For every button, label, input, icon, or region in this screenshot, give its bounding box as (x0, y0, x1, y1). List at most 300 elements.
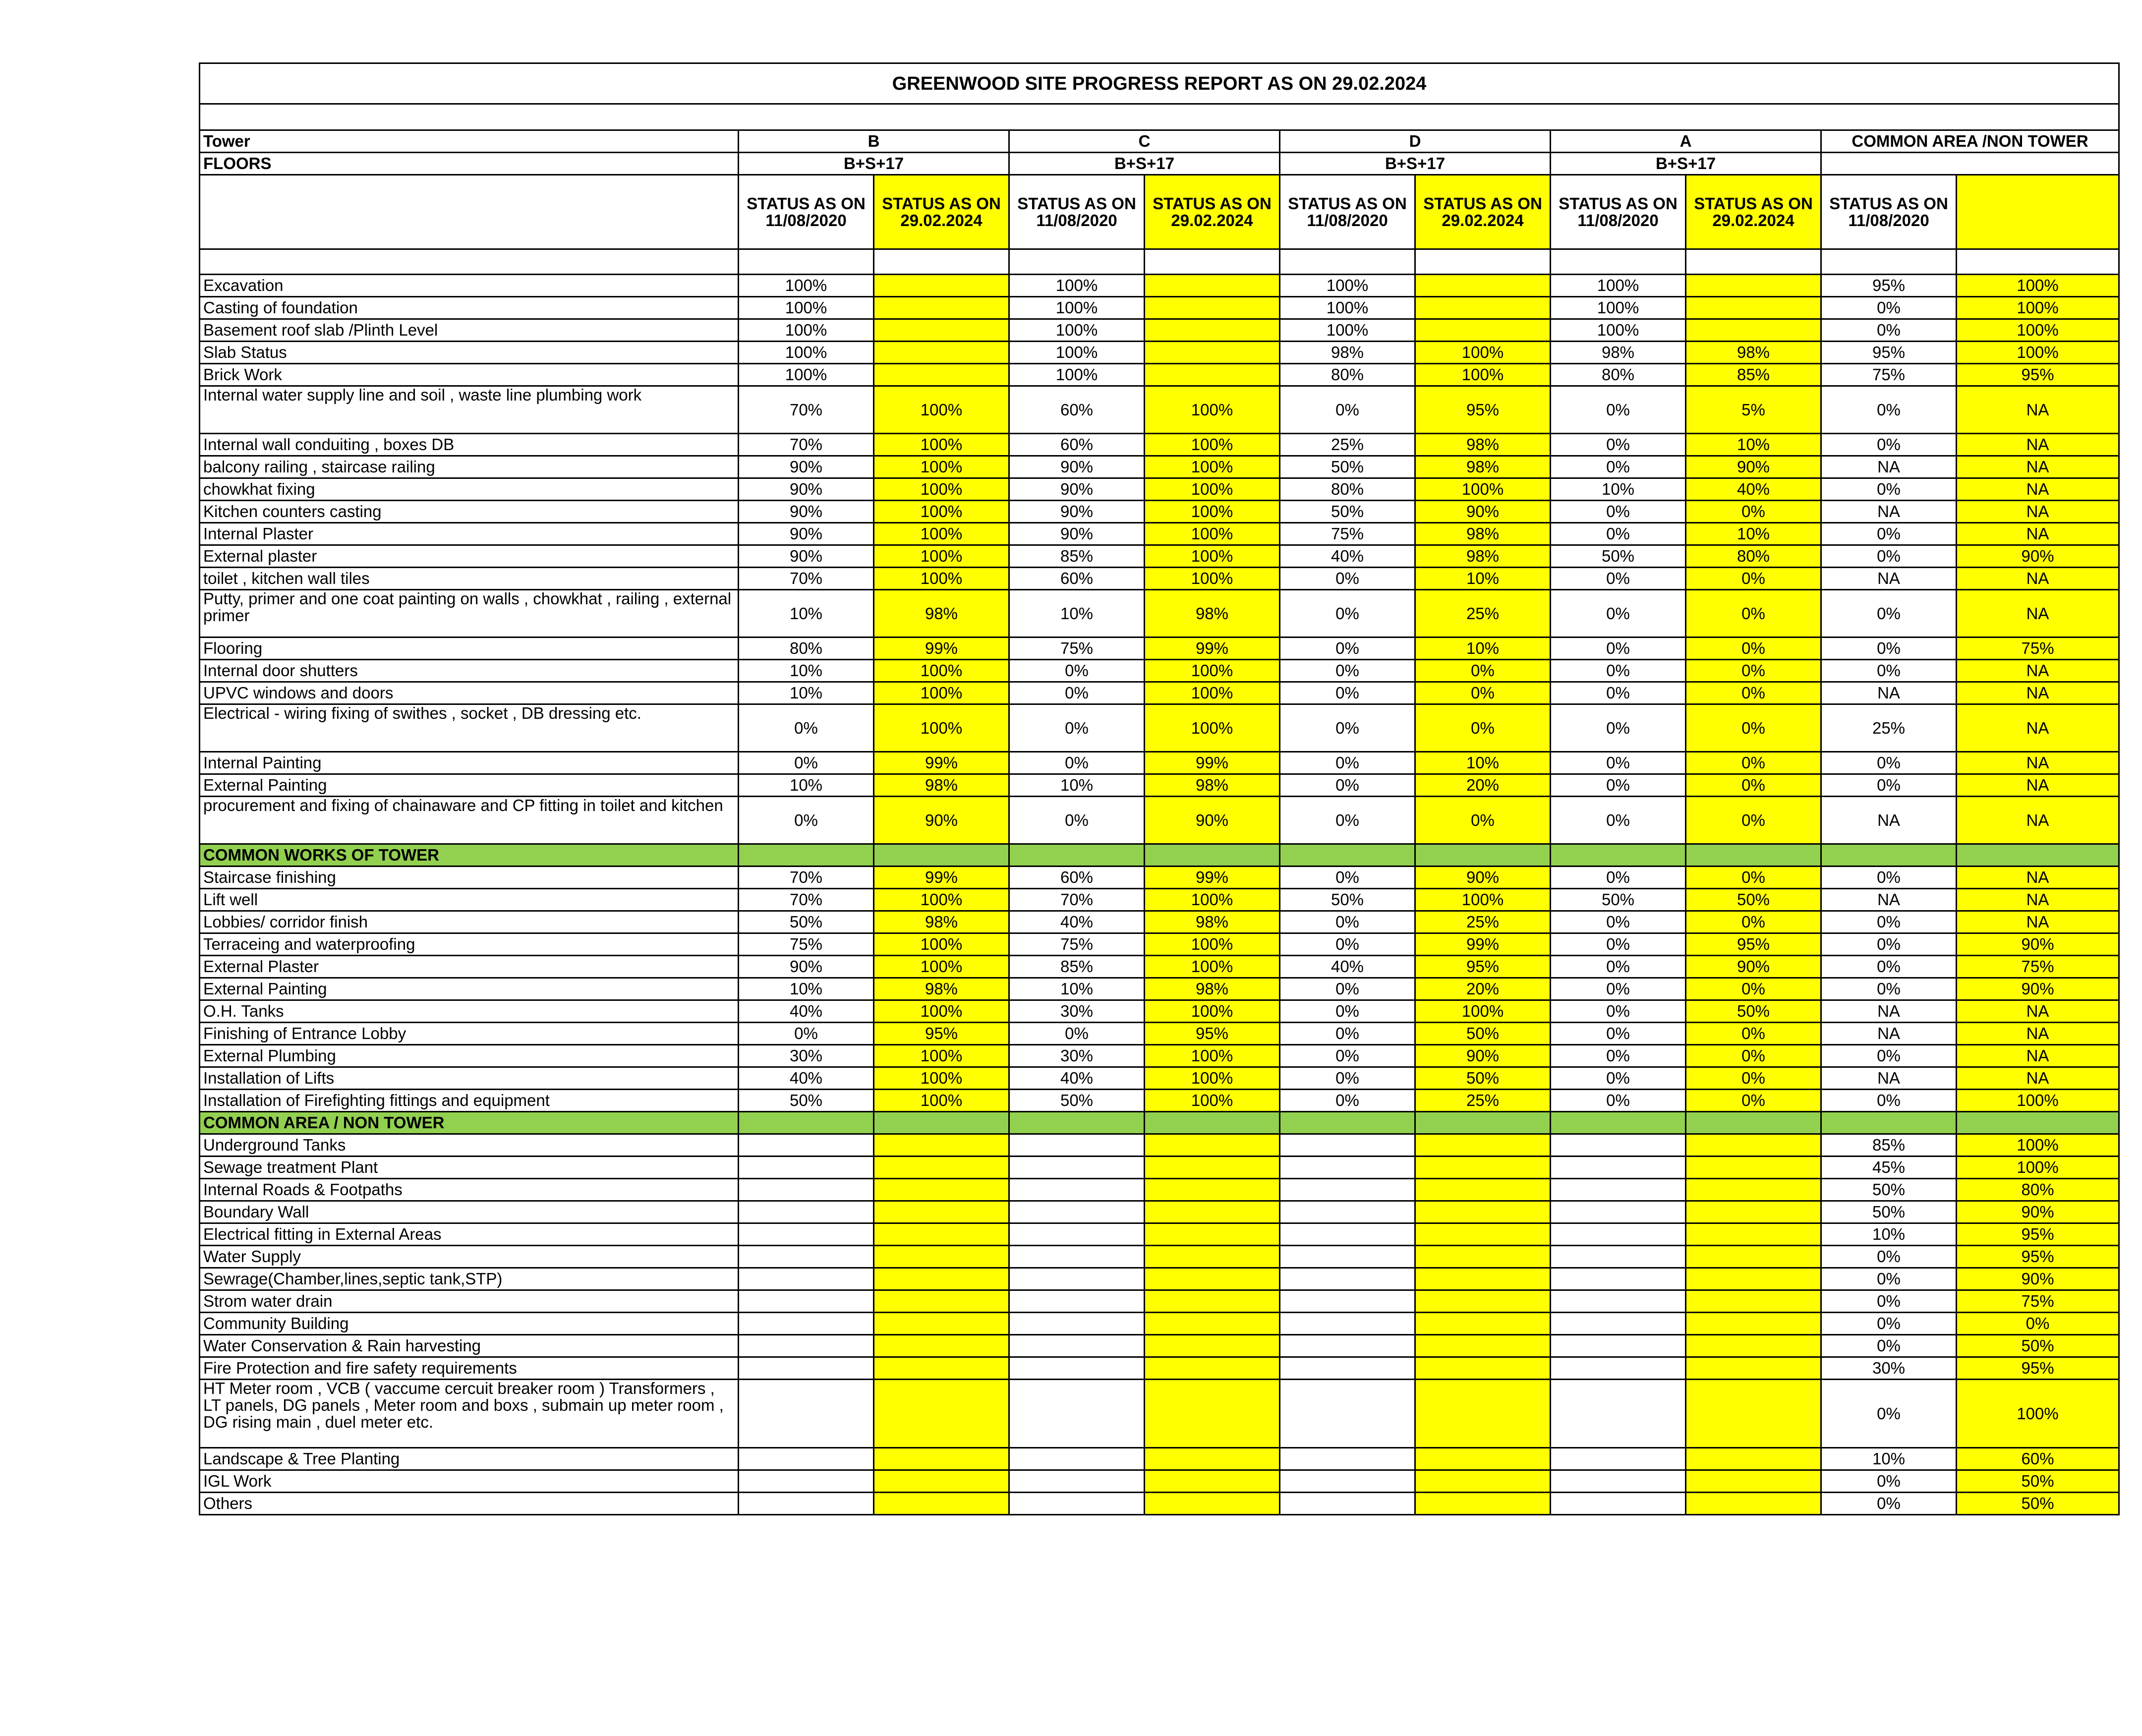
status-old-cell: 100% (739, 342, 874, 364)
status-old-cell: 75% (1280, 523, 1415, 545)
row-label: Water Supply (200, 1246, 739, 1268)
row-label: Staircase finishing (200, 867, 739, 889)
status-old-cell: 70% (739, 867, 874, 889)
status-new-cell (1145, 275, 1280, 297)
status-old-cell: 0% (1551, 978, 1686, 1000)
status-new-cell (1686, 1223, 1821, 1246)
status-old-cell: 0% (1821, 1470, 1957, 1493)
table-row (200, 1157, 2119, 1179)
table-row (200, 1134, 2119, 1157)
row-label: chowkhat fixing (200, 478, 739, 501)
status-old-cell: 85% (1009, 956, 1145, 978)
status-old-cell: 0% (739, 704, 874, 752)
blank-cell (1551, 249, 1686, 275)
status-new-cell: 100% (1145, 660, 1280, 682)
status-new-cell: 100% (1145, 1045, 1280, 1067)
status-old-cell: 0% (1821, 1090, 1957, 1112)
table-row (200, 774, 2119, 797)
status-old-cell (739, 1335, 874, 1357)
status-old-cell: 100% (1009, 364, 1145, 386)
status-new-cell: 100% (1415, 889, 1551, 911)
status-new-cell: 100% (874, 682, 1009, 704)
row-label: Landscape & Tree Planting (200, 1448, 739, 1470)
status-new-cell: NA (1957, 434, 2119, 456)
status-old-cell (1280, 1380, 1415, 1448)
table-row (200, 933, 2119, 956)
status-old-cell: 10% (739, 978, 874, 1000)
status-old-cell (1551, 1246, 1686, 1268)
status-new-cell: 25% (1415, 911, 1551, 933)
common-area-header: COMMON AREA /NON TOWER (1821, 130, 2119, 153)
row-label: Putty, primer and one coat painting on walls , chowkhat , railing , external primer (200, 590, 739, 637)
status-new-cell: 99% (1145, 752, 1280, 774)
status-new-cell: 100% (1145, 501, 1280, 523)
status-old-cell: 60% (1009, 867, 1145, 889)
status-new-cell: 100% (1957, 1134, 2119, 1157)
blank-cell (1009, 249, 1145, 275)
status-old-cell: 80% (739, 637, 874, 660)
status-new-cell: 50% (1957, 1493, 2119, 1515)
row-label: Internal Plaster (200, 523, 739, 545)
status-new-cell: 60% (1957, 1448, 2119, 1470)
status-old-cell: 0% (1821, 1335, 1957, 1357)
status-new-cell (1415, 1268, 1551, 1290)
status-new-cell (1415, 1448, 1551, 1470)
status-new-cell: 98% (1145, 590, 1280, 637)
status-old-cell: 0% (1551, 1045, 1686, 1067)
status-new-cell: 98% (874, 590, 1009, 637)
row-label: HT Meter room , VCB ( vaccume cercuit breaker room ) Transformers , LT panels, DG panels , Meter room and boxs , submain up meter room , DG rising main , duel meter etc. (200, 1380, 739, 1448)
status-old-cell: 10% (739, 660, 874, 682)
table-row (200, 456, 2119, 478)
status-new-cell (874, 1470, 1009, 1493)
status-new-cell: 100% (1145, 456, 1280, 478)
status-new-cell: 99% (1145, 867, 1280, 889)
floors-d: B+S+17 (1280, 153, 1551, 175)
status-new-cell: 100% (1415, 342, 1551, 364)
row-label: Terraceing and waterproofing (200, 933, 739, 956)
status-new-cell: 0% (1415, 682, 1551, 704)
section-fill (1686, 1112, 1821, 1134)
status-new-cell: 0% (1686, 501, 1821, 523)
status-old-cell: 25% (1821, 704, 1957, 752)
status-new-cell: 80% (1957, 1179, 2119, 1201)
row-label: Lift well (200, 889, 739, 911)
status-old-c: STATUS AS ON 11/08/2020 (1009, 175, 1145, 249)
status-old-cell: 0% (1821, 1313, 1957, 1335)
status-old-cell (1009, 1493, 1145, 1515)
status-old-cell: 95% (1821, 342, 1957, 364)
status-new-cell: 25% (1415, 590, 1551, 637)
status-new-cell: 100% (1145, 434, 1280, 456)
table-row (200, 1090, 2119, 1112)
status-old-cell (1551, 1448, 1686, 1470)
status-old-cell: 0% (1821, 774, 1957, 797)
status-old-cell: 45% (1821, 1157, 1957, 1179)
status-new-cell: NA (1957, 456, 2119, 478)
status-new-cell: 25% (1415, 1090, 1551, 1112)
status-new-cell: 0% (1686, 660, 1821, 682)
status-new-cell: 99% (874, 752, 1009, 774)
status-old-cell: 0% (1821, 545, 1957, 568)
status-old-cell: 0% (1280, 660, 1415, 682)
status-old-cell: 0% (1551, 1067, 1686, 1090)
status-old-cell: 75% (1009, 933, 1145, 956)
status-old-cell: 0% (1280, 1090, 1415, 1112)
status-old-cell (1280, 1157, 1415, 1179)
status-new-cell: 95% (874, 1023, 1009, 1045)
status-old-cell: 70% (739, 568, 874, 590)
status-old-cell: NA (1821, 682, 1957, 704)
status-old-cell: 100% (1009, 297, 1145, 319)
row-label: Basement roof slab /Plinth Level (200, 319, 739, 342)
status-new-cell: 0% (1415, 797, 1551, 844)
status-old-cell (1551, 1201, 1686, 1223)
status-new-cell: 90% (1957, 1201, 2119, 1223)
status-new-cell (1145, 1201, 1280, 1223)
status-old-cell: 100% (1551, 319, 1686, 342)
status-new-a: STATUS AS ON 29.02.2024 (1686, 175, 1821, 249)
status-new-cell (874, 1201, 1009, 1223)
status-old-cell: 0% (1551, 1000, 1686, 1023)
status-new-cell: 100% (874, 478, 1009, 501)
status-old-cell (1551, 1335, 1686, 1357)
status-old-cell: 0% (1821, 1290, 1957, 1313)
section-fill (1009, 844, 1145, 867)
status-old-cell (1009, 1157, 1145, 1179)
status-new-cell: 100% (874, 386, 1009, 434)
status-old-cell: 0% (1821, 434, 1957, 456)
status-old-cell: 0% (1551, 1023, 1686, 1045)
status-new-cell: 95% (1415, 386, 1551, 434)
row-label: Internal door shutters (200, 660, 739, 682)
table-row (200, 501, 2119, 523)
tower-b-header: B (739, 130, 1009, 153)
status-new-cell: 50% (1686, 889, 1821, 911)
status-old-cell: NA (1821, 1067, 1957, 1090)
status-new-cell (1415, 1201, 1551, 1223)
status-new-cell: NA (1957, 1045, 2119, 1067)
status-old-cell: 70% (739, 386, 874, 434)
status-old-cell: 0% (1551, 660, 1686, 682)
status-new-cell: 90% (1145, 797, 1280, 844)
status-new-cell (1415, 1134, 1551, 1157)
status-old-cell: 75% (1821, 364, 1957, 386)
status-new-cell: 75% (1957, 637, 2119, 660)
status-old-cell: NA (1821, 568, 1957, 590)
status-old-cell: 100% (1280, 275, 1415, 297)
spacer-row (200, 104, 2119, 130)
status-new-cell: 0% (1686, 797, 1821, 844)
section-fill (1821, 1112, 1957, 1134)
table-row (200, 1335, 2119, 1357)
status-new-cell (1145, 1223, 1280, 1246)
status-new-cell (1415, 275, 1551, 297)
status-new-cell: 75% (1957, 1290, 2119, 1313)
section-fill (1686, 844, 1821, 867)
status-old-cell: 0% (739, 1023, 874, 1045)
status-new-cell: 100% (1145, 889, 1280, 911)
status-old-cell: 85% (1821, 1134, 1957, 1157)
status-old-cell: 0% (1280, 774, 1415, 797)
status-old-cell: 0% (1280, 911, 1415, 933)
table-row (200, 568, 2119, 590)
status-new-cell (1686, 1201, 1821, 1223)
status-old-cell: 0% (1551, 867, 1686, 889)
status-new-cell: 75% (1957, 956, 2119, 978)
status-old-cell: 100% (1009, 319, 1145, 342)
status-old-cell: 70% (739, 434, 874, 456)
status-new-cell (1686, 1268, 1821, 1290)
status-old-cell (1551, 1493, 1686, 1515)
status-new-cell (1415, 1157, 1551, 1179)
status-new-cell (1145, 1157, 1280, 1179)
status-old-cell: 0% (1009, 660, 1145, 682)
status-old-cell: 0% (1551, 752, 1686, 774)
row-label: balcony railing , staircase railing (200, 456, 739, 478)
status-old-cell: 60% (1009, 568, 1145, 590)
status-new-cell (1415, 1470, 1551, 1493)
blank-cell (1145, 249, 1280, 275)
status-new-cell: 95% (1957, 1357, 2119, 1380)
row-label: Finishing of Entrance Lobby (200, 1023, 739, 1045)
blank-cell (874, 249, 1009, 275)
status-old-cell: 0% (1280, 978, 1415, 1000)
section-fill (1145, 1112, 1280, 1134)
status-new-cell: 50% (1957, 1335, 2119, 1357)
status-old-cell: 95% (1821, 275, 1957, 297)
status-old-cell: 0% (1821, 478, 1957, 501)
status-old-cell (1009, 1201, 1145, 1223)
status-old-cell: 100% (739, 364, 874, 386)
status-new-cell (1415, 1223, 1551, 1246)
status-new-cell (874, 342, 1009, 364)
tower-a-header: A (1551, 130, 1821, 153)
status-old-cell: 100% (1280, 297, 1415, 319)
status-new-cell: NA (1957, 386, 2119, 434)
row-label: Installation of Lifts (200, 1067, 739, 1090)
status-old-cell (1280, 1448, 1415, 1470)
status-new-cell (1415, 1357, 1551, 1380)
status-new-cell (874, 1268, 1009, 1290)
status-new-cell (874, 1313, 1009, 1335)
table-row (200, 1380, 2119, 1448)
report-title: GREENWOOD SITE PROGRESS REPORT AS ON 29.02.2024 (200, 63, 2119, 104)
status-new-cell: 90% (1686, 456, 1821, 478)
row-label: Internal Roads & Footpaths (200, 1179, 739, 1201)
status-old-cell: 0% (1551, 456, 1686, 478)
status-old-cell: 40% (1280, 956, 1415, 978)
table-row (200, 1179, 2119, 1201)
row-label: Sewrage(Chamber,lines,septic tank,STP) (200, 1268, 739, 1290)
status-old-cell: 0% (1280, 568, 1415, 590)
status-old-cell: 0% (1280, 797, 1415, 844)
status-old-cell: NA (1821, 1000, 1957, 1023)
status-new-cell: 95% (1957, 1223, 2119, 1246)
status-new-cell (1145, 1448, 1280, 1470)
status-old-cell: 0% (1280, 386, 1415, 434)
status-new-cell: 50% (1415, 1023, 1551, 1045)
status-new-cell (874, 364, 1009, 386)
status-old-cell (739, 1201, 874, 1223)
section-fill (1415, 1112, 1551, 1134)
section-fill (1551, 1112, 1686, 1134)
table-row (200, 704, 2119, 752)
status-new-cell: 100% (874, 501, 1009, 523)
status-new-cell: 95% (1957, 1246, 2119, 1268)
status-old-cell: 10% (739, 682, 874, 704)
status-old-cell: 40% (1280, 545, 1415, 568)
status-new-cell: 100% (874, 1045, 1009, 1067)
table-row (200, 978, 2119, 1000)
table-row (200, 682, 2119, 704)
row-label: Casting of foundation (200, 297, 739, 319)
status-new-cell (1145, 1290, 1280, 1313)
row-label: Fire Protection and fire safety requirements (200, 1357, 739, 1380)
status-old-cell (1280, 1357, 1415, 1380)
status-new-cell: 100% (1145, 682, 1280, 704)
status-new-cell (1686, 1335, 1821, 1357)
status-new-cell: NA (1957, 1023, 2119, 1045)
status-new-cell: 0% (1686, 911, 1821, 933)
row-label: External Plaster (200, 956, 739, 978)
status-old-cell: 100% (739, 297, 874, 319)
status-old-cell: 0% (1280, 704, 1415, 752)
status-new-cell: 100% (1145, 386, 1280, 434)
status-new-cell: NA (1957, 1067, 2119, 1090)
status-old-cell (739, 1223, 874, 1246)
status-new-cell: 100% (1957, 1380, 2119, 1448)
status-old-cell: 80% (1551, 364, 1686, 386)
status-new-cell (1686, 1470, 1821, 1493)
status-new-cell: 99% (874, 637, 1009, 660)
status-old-cell (1009, 1246, 1145, 1268)
status-new-cell: 90% (1686, 956, 1821, 978)
row-label: External Painting (200, 978, 739, 1000)
status-old-cell (1009, 1448, 1145, 1470)
status-old-cell: 10% (739, 774, 874, 797)
row-label: O.H. Tanks (200, 1000, 739, 1023)
status-new-cell: 100% (1957, 1157, 2119, 1179)
table-row (200, 1357, 2119, 1380)
status-new-cell: 98% (1145, 978, 1280, 1000)
status-old-cell: 100% (1551, 275, 1686, 297)
status-new-cell: 98% (1415, 434, 1551, 456)
status-old-cell: 0% (1551, 956, 1686, 978)
status-new-cell (1145, 297, 1280, 319)
table-row (200, 297, 2119, 319)
row-label: Strom water drain (200, 1290, 739, 1313)
status-new-cell: 100% (1415, 364, 1551, 386)
table-row (200, 911, 2119, 933)
status-old-cell (739, 1290, 874, 1313)
status-old-cell: 30% (1009, 1045, 1145, 1067)
status-new-cell: 98% (1145, 774, 1280, 797)
table-row (200, 889, 2119, 911)
status-old-cell: 25% (1280, 434, 1415, 456)
table-row (200, 660, 2119, 682)
status-new-cell: 98% (1145, 911, 1280, 933)
status-old-cell (1009, 1179, 1145, 1201)
status-old-cell: 80% (1280, 478, 1415, 501)
status-new-cell: NA (1957, 774, 2119, 797)
status-new-cell: NA (1957, 1000, 2119, 1023)
status-old-cell: 90% (739, 545, 874, 568)
section-fill (1415, 844, 1551, 867)
status-new-cell: 0% (1686, 1023, 1821, 1045)
status-new-cell (874, 1223, 1009, 1246)
section-fill (1821, 844, 1957, 867)
status-new-cell: 20% (1415, 978, 1551, 1000)
status-new-cell: 98% (1415, 523, 1551, 545)
status-old-cell (1280, 1134, 1415, 1157)
status-old-cell (1551, 1157, 1686, 1179)
status-new-cell: 100% (1957, 275, 2119, 297)
status-old-cell: 0% (1551, 386, 1686, 434)
status-old-cell: 0% (1551, 704, 1686, 752)
status-new-cell (1415, 297, 1551, 319)
status-new-cell (1145, 1493, 1280, 1515)
status-old-cell (1280, 1290, 1415, 1313)
status-old-cell: 0% (1821, 867, 1957, 889)
blank-cell (1686, 249, 1821, 275)
table-row (200, 797, 2119, 844)
status-old-cell: 90% (1009, 478, 1145, 501)
status-old-cell: 0% (1821, 956, 1957, 978)
status-old-cell: 50% (1280, 501, 1415, 523)
status-old-cell: 0% (1821, 1246, 1957, 1268)
status-new-cell (1145, 1335, 1280, 1357)
status-old-cell: 60% (1009, 386, 1145, 434)
status-new-cell: 0% (1957, 1313, 2119, 1335)
floors-c: B+S+17 (1009, 153, 1280, 175)
table-row (200, 956, 2119, 978)
status-old-cell: 10% (739, 590, 874, 637)
status-new-cell (874, 297, 1009, 319)
status-old-cell: 0% (1551, 568, 1686, 590)
row-label: Community Building (200, 1313, 739, 1335)
section-fill (1280, 844, 1415, 867)
status-old-cell: 70% (739, 889, 874, 911)
status-new-cell: NA (1957, 568, 2119, 590)
status-old-cell: 0% (1009, 682, 1145, 704)
table-row (200, 1223, 2119, 1246)
row-label: Internal Painting (200, 752, 739, 774)
blank-cell (1821, 249, 1957, 275)
status-old-cell: 100% (1551, 297, 1686, 319)
status-old-cell: 90% (739, 478, 874, 501)
status-old-cell (1009, 1357, 1145, 1380)
table-row (200, 637, 2119, 660)
status-old-cell: 0% (1551, 774, 1686, 797)
tower-c-header: C (1009, 130, 1280, 153)
status-new-cell (1415, 1313, 1551, 1335)
floors-label: FLOORS (200, 153, 739, 175)
status-old-cell: 0% (1280, 637, 1415, 660)
row-label: External plaster (200, 545, 739, 568)
status-old-cell: 0% (1821, 523, 1957, 545)
status-new-cell: 100% (874, 1000, 1009, 1023)
section-fill (1145, 844, 1280, 867)
status-new-cell: 100% (1957, 319, 2119, 342)
status-new-cell: 99% (1415, 933, 1551, 956)
status-new-cell: 100% (874, 933, 1009, 956)
status-old-cell: 0% (1551, 911, 1686, 933)
row-label: Sewage treatment Plant (200, 1157, 739, 1179)
status-new-common-blank (1957, 175, 2119, 249)
status-new-cell: 100% (1145, 523, 1280, 545)
status-new-cell (1145, 1134, 1280, 1157)
